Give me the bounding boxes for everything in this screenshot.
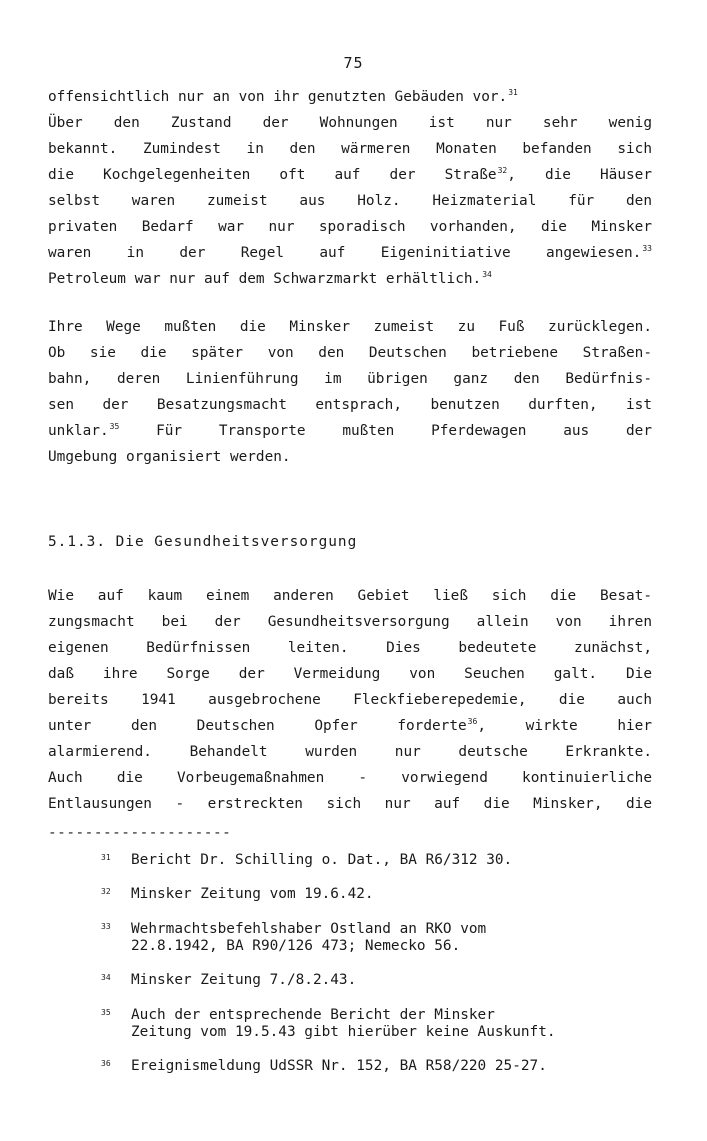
line-text: Über den Zustand der Wohnungen ist nur sehr wenig [48, 115, 652, 131]
line-text: selbst waren zumeist aus Holz. Heizmaterial für den [48, 193, 652, 209]
line-text: zungsmacht bei der Gesundheitsversorgung allein von ihren [48, 614, 652, 630]
footnote-number: 34 [101, 973, 111, 982]
text-line [48, 444, 652, 470]
text-line [48, 687, 652, 713]
line-text: Umgebung organisiert werden. [48, 449, 291, 465]
footnote-text: 22.8.1942, BA R90/126 473; Nemecko 56. [131, 938, 461, 954]
line-text: Ihre Wege mußten die Minsker zumeist zu Fuß zurücklegen. [48, 319, 652, 335]
footnote-number: 35 [101, 1008, 111, 1017]
footnote-separator: -------------------- [48, 825, 232, 841]
line-text: daß ihre Sorge der Vermeidung von Seuchen galt. Die [48, 666, 652, 682]
footnote [103, 1058, 663, 1075]
footnote [103, 886, 663, 903]
line-text: Entlausungen - erstreckten sich nur auf die Minsker, die [48, 796, 652, 812]
footnote-marker: 35 [109, 422, 120, 431]
footnote-text: Auch der entsprechende Bericht der Minsker [131, 1007, 495, 1023]
text-line [48, 791, 652, 817]
text-line [48, 635, 652, 661]
footnote-number: 33 [101, 922, 111, 931]
footnote-marker: 36 [467, 717, 478, 726]
text-line [48, 418, 652, 444]
footnote [103, 972, 663, 989]
text-line [48, 240, 652, 266]
footnote [103, 921, 663, 955]
line-text: privaten Bedarf war nur sporadisch vorhanden, die Minsker [48, 219, 652, 235]
footnote [103, 852, 663, 869]
text-line [48, 136, 652, 162]
line-text: waren in der Regel auf Eigeninitiative angewiesen. [48, 245, 642, 261]
line-text: unklar. [48, 423, 109, 439]
line-text-tail: , wirkte hier [477, 718, 652, 734]
footnote-text: Minsker Zeitung 7./8.2.43. [131, 972, 357, 988]
line-text: die Kochgelegenheiten oft auf der Straße [48, 167, 497, 183]
footnote-marker: 33 [642, 244, 652, 253]
line-text: Ob sie die später von den Deutschen betriebene Straßen- [48, 345, 652, 361]
footnote-text: Bericht Dr. Schilling o. Dat., BA R6/312 30. [131, 852, 513, 868]
text-line [48, 314, 652, 340]
footnote [103, 1007, 663, 1041]
line-text: bahn, deren Linienführung im übrigen ganz den Bedürfnis- [48, 371, 652, 387]
line-text: unter den Deutschen Opfer forderte [48, 718, 467, 734]
text-line [48, 609, 652, 635]
text-line [48, 392, 652, 418]
text-line [48, 162, 652, 188]
footnote-marker: 34 [482, 270, 492, 279]
text-line [48, 266, 652, 292]
text-line [48, 214, 652, 240]
line-text-tail: Für Transporte mußten Pferdewagen aus der [119, 423, 652, 439]
text-line [48, 713, 652, 739]
line-text: Wie auf kaum einem anderen Gebiet ließ sich die Besat- [48, 588, 652, 604]
line-text: bekannt. Zumindest in den wärmeren Monaten befanden sich [48, 141, 652, 157]
footnote-text: Minsker Zeitung vom 19.6.42. [131, 886, 374, 902]
paragraph-housing [48, 84, 652, 292]
line-text: Petroleum war nur auf dem Schwarzmarkt erhältlich. [48, 271, 482, 287]
footnote-number: 36 [101, 1059, 111, 1068]
page-number: 75 [343, 54, 364, 72]
footnote-text: Zeitung vom 19.5.43 gibt hierüber keine Auskunft. [131, 1024, 556, 1040]
text-line [48, 366, 652, 392]
text-line [48, 188, 652, 214]
line-text: alarmierend. Behandelt wurden nur deutsche Erkrankte. [48, 744, 652, 760]
paragraph-transport [48, 314, 652, 470]
text-line [48, 110, 652, 136]
footnote-text: Ereignismeldung UdSSR Nr. 152, BA R58/220 25-27. [131, 1058, 547, 1074]
footnote-number: 31 [101, 853, 111, 862]
section-heading: 5.1.3. Die Gesundheitsversorgung [48, 534, 358, 550]
text-line [48, 84, 652, 110]
text-line [48, 583, 652, 609]
footnote-marker: 32 [497, 166, 508, 175]
paragraph-health [48, 583, 652, 817]
line-text: offensichtlich nur an von ihr genutzten Gebäuden vor. [48, 89, 508, 105]
line-text-tail: , die Häuser [507, 167, 652, 183]
footnote-marker: 31 [508, 88, 518, 97]
text-line [48, 765, 652, 791]
footnote-text: Wehrmachtsbefehlshaber Ostland an RKO vom [131, 921, 487, 937]
footnote-number: 32 [101, 887, 111, 896]
text-line [48, 739, 652, 765]
line-text: Auch die Vorbeugemaßnahmen - vorwiegend kontinuierliche [48, 770, 652, 786]
text-line [48, 340, 652, 366]
text-line [48, 661, 652, 687]
line-text: eigenen Bedürfnissen leiten. Dies bedeutete zunächst, [48, 640, 652, 656]
line-text: sen der Besatzungsmacht entsprach, benutzen durften, ist [48, 397, 652, 413]
line-text: bereits 1941 ausgebrochene Fleckfieberepedemie, die auch [48, 692, 652, 708]
